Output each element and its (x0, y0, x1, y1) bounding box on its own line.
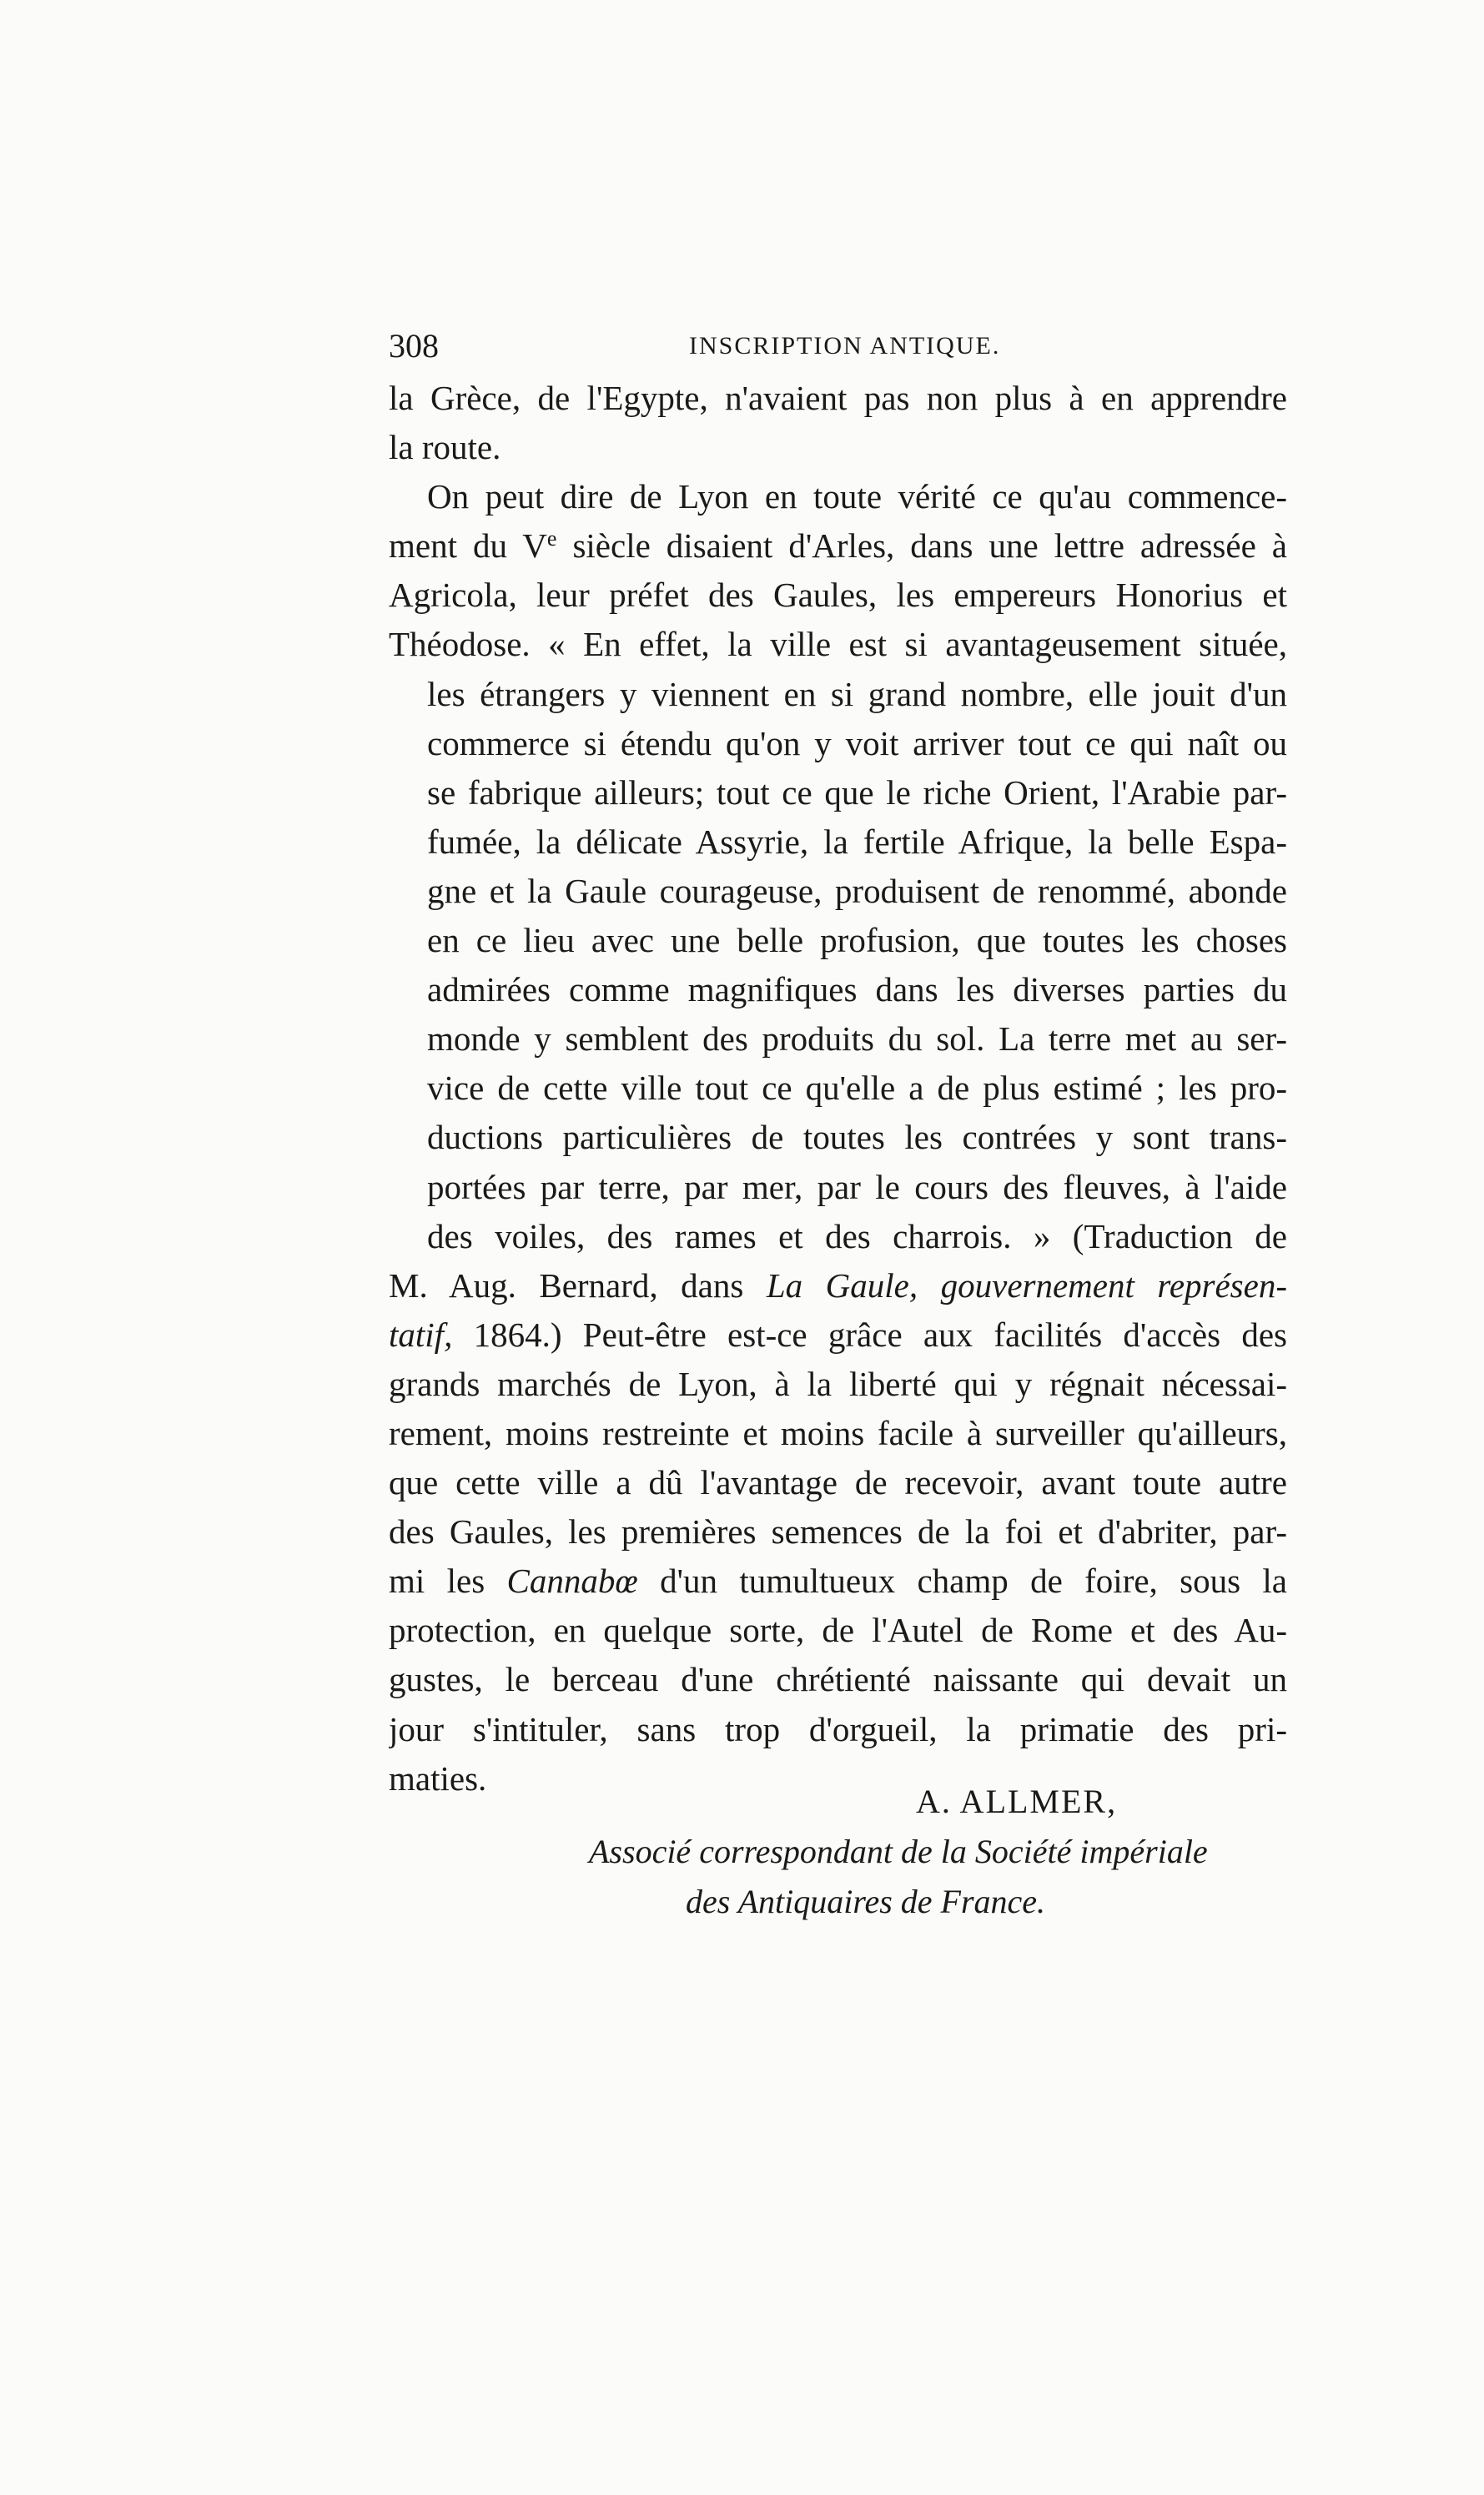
author-signature: A. ALLMER, (916, 1783, 1118, 1820)
running-head (389, 321, 1287, 371)
guillemet (389, 867, 427, 916)
text-line: tatif, 1864.) Peut-être est-ce grâce aux facilités d'accès des (389, 1315, 1287, 1354)
guillemet (389, 1113, 427, 1162)
quote-line: se fabrique ailleurs; tout ce que le riche Orient, l'Arabie par- (389, 768, 1287, 817)
quote-line: monde y semblent des produits du sol. La terre met au ser- (389, 1014, 1287, 1064)
guillemet (389, 817, 427, 867)
body-text (389, 374, 1287, 1803)
text-line: ment du Ve siècle disaient d'Arles, dans une lettre adressée à (389, 526, 1287, 566)
text-line: jour s'intituler, sans trop d'orgueil, la primatie des pri- (389, 1709, 1287, 1748)
text-line: maties. (389, 1758, 487, 1798)
author-affiliation: Associé correspondant de la Société impériale (589, 1833, 1208, 1870)
text-line: On peut dire de Lyon en toute vérité ce qu'au commence- (427, 477, 1287, 516)
guillemet (389, 1064, 427, 1113)
guillemet (389, 768, 427, 817)
running-title: INSCRIPTION ANTIQUE. (689, 332, 1001, 360)
quote-line: vice de cette ville tout ce qu'elle a de plus estimé ; les pro- (389, 1064, 1287, 1113)
quote-line: gne et la Gaule courageuse, produisent de renommé, abonde (389, 867, 1287, 916)
guillemet (389, 916, 427, 965)
text-line: rement, moins restreinte et moins facile à surveiller qu'ailleurs, (389, 1413, 1287, 1452)
text-line: la Grèce, de l'Egypte, n'avaient pas non plus à en apprendre (389, 379, 1287, 417)
text-line: M. Aug. Bernard, dans La Gaule, gouvernement représen- (389, 1265, 1287, 1305)
guillemet (389, 670, 427, 719)
text-line: la route. (389, 428, 501, 467)
guillemet (389, 1014, 427, 1064)
italic-term: Cannabœ (506, 1562, 638, 1601)
quote-line: des voiles, des rames et des charrois. » (Traduction de (389, 1212, 1287, 1261)
quote-line: admirées comme magnifiques dans les diverses parties du (389, 965, 1287, 1014)
superscript: e (546, 526, 557, 551)
text-line: grands marchés de Lyon, à la liberté qui y régnait nécessai- (389, 1364, 1287, 1403)
quote-line: les étrangers y viennent en si grand nombre, elle jouit d'un (389, 670, 1287, 719)
page-number: 308 (389, 327, 439, 365)
guillemet (389, 1212, 427, 1261)
quote-line: en ce lieu avec une belle profusion, que toutes les choses (389, 916, 1287, 965)
guillemet (389, 965, 427, 1014)
quote-line: ductions particulières de toutes les contrées y sont trans- (389, 1113, 1287, 1162)
text-line: Théodose. « En effet, la ville est si avantageusement située, (389, 625, 1287, 664)
quote-line: commerce si étendu qu'on y voit arriver tout ce qui naît ou (389, 719, 1287, 768)
guillemet (389, 719, 427, 768)
text-line: des Gaules, les premières semences de la foi et d'abriter, par- (389, 1512, 1287, 1552)
text-line: Agricola, leur préfet des Gaules, les empereurs Honorius et (389, 576, 1287, 615)
quote-line: fumée, la délicate Assyrie, la fertile Afrique, la belle Espa- (389, 817, 1287, 867)
text-line: mi les Cannabœ d'un tumultueux champ de foire, sous la (389, 1562, 1287, 1601)
text-line: protection, en quelque sorte, de l'Autel de Rome et des Au- (389, 1611, 1287, 1650)
italic-title: La Gaule, gouvernement représen- (766, 1265, 1287, 1305)
italic-title: tatif, (389, 1315, 453, 1354)
guillemet (389, 1163, 427, 1212)
quote-line: portées par terre, par mer, par le cours des fleuves, à l'aide (389, 1163, 1287, 1212)
text-line: gustes, le berceau d'une chrétienté naissante qui devait un (389, 1660, 1287, 1699)
text-line: que cette ville a dû l'avantage de recevoir, avant toute autre (389, 1463, 1287, 1502)
author-affiliation: des Antiquaires de France. (686, 1883, 1046, 1920)
